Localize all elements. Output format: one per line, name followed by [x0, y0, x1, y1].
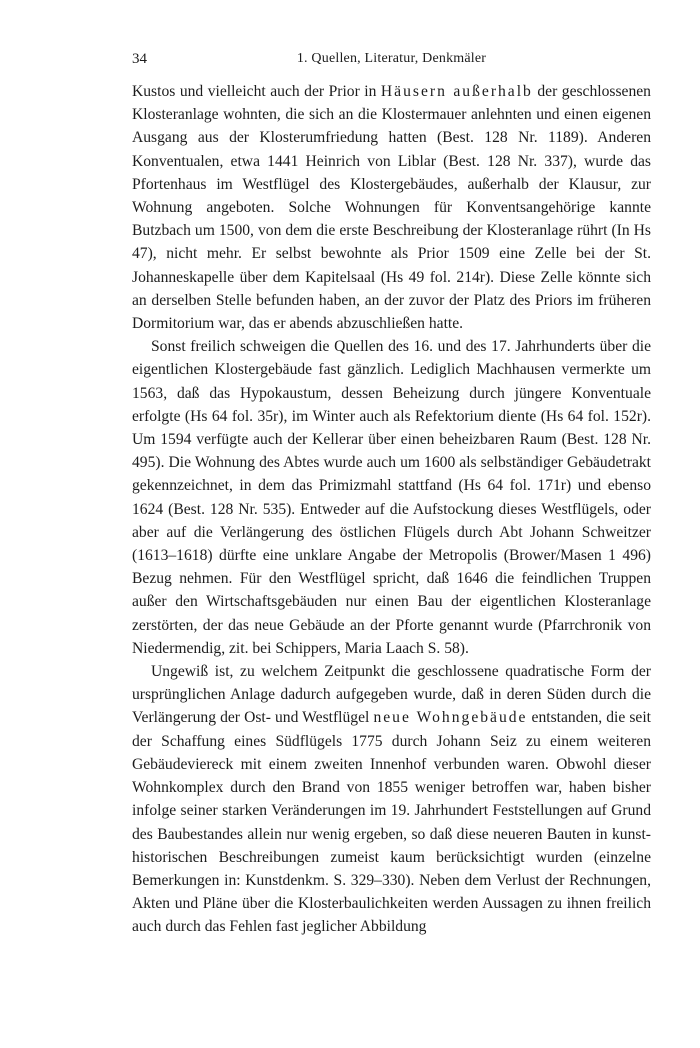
body-text — [132, 80, 651, 939]
paragraph-2 — [132, 335, 651, 660]
spaced-emphasis: Häusern außerhalb — [380, 83, 533, 100]
text-segment: Kustos und vielleicht auch der Prior in — [132, 83, 381, 100]
paragraph-3 — [132, 660, 651, 938]
text-segment: Sonst freilich schweigen die Quellen des 16. und des 17. Jahrhunderts über die eigentlichen Klostergebäude fast gänzlich. Lediglich Machhausen vermerkte um 1563, daß das Hypokaustum, dessen Beheizung durch jüngere Konventuale erfolgte (Hs 64 fol. 35r), im Winter auch als Refektorium diente (Hs 64 fol. 152r). Um 1594 verfügte auch der Kellerar über einen beheizbaren Raum (Best. 128 Nr. 495). Die Wohnung des Abtes wurde auch um 1600 als selbständiger Gebäudetrakt gekennzeichnet, in dem das Primizmahl stattfand (Hs 64 fol. 171r) und ebenso 1624 (Best. 128 Nr. 535). Entweder auf die Aufstockung dieses Westflügels, oder aber auf die Verlängerung des östlichen Flügels durch Abt Johann Schweitzer (1613–1618) dürfte eine unklare Angabe der Metropolis (Brower/Masen 1 496) Bezug nehmen. Für den Westflügel spricht, daß 1646 die feindlichen Truppen außer den Wirtschaftsgebäuden nur einen Bau der eigentlichen Klosteranlage zerstörten, der das neue Gebäude an der Pforte genannt wurde (Pfarrchronik von Niedermendig, zit. bei Schippers, Maria Laach S. 58). — [132, 338, 651, 657]
running-head — [132, 50, 651, 72]
text-segment: entstanden, die seit der Schaffung eines Südflügels 1775 durch Johann Seiz zu einem weiteren Gebäudeviereck mit einem zweiten Innenhof verbunden waren. Obwohl dieser Wohnkomplex durch den Brand von 1855 weniger betroffen war, haben bisher infolge seiner starken Veränderungen im 19. Jahrhundert Feststellungen auf Grund des Baubestandes allein nur wenig ergeben, so daß diese neueren Bauten in kunsthistorischen Beschreibungen zumeist kaum berücksichtigt wurden (einzelne Bemerkungen in: Kunstdenkm. S. 329–330). Neben dem Verlust der Rechnungen, Akten und Pläne über die Klosterbaulichkeiten werden Aussagen zu ihnen freilich auch durch das Fehlen fast jeglicher Abbildung — [132, 709, 652, 936]
running-title: 1. Quellen, Literatur, Denkmäler — [296, 51, 487, 66]
page-number: 34 — [132, 51, 147, 67]
text-segment: der geschlossenen Klosteranlage wohnten, die sich an die Klostermauer anlehnten und einen eigenen Ausgang aus der Klosterumfriedung hatten (Best. 128 Nr. 1189). Anderen Konventualen, etwa 1441 Heinrich von Liblar (Best. 128 Nr. 337), wurde das Pfortenhaus im Westflügel des Klostergebäudes, außerhalb der Klausur, zur Wohnung angeboten. Solche Wohnungen für Konventsangehörige kannte Butzbach um 1500, von dem die erste Beschreibung der Klosteranlage rührt (In Hs 47), nicht mehr. Er selbst bewohnte als Prior 1509 eine Zelle bei der St. Johanneskapelle über dem Kapitelsaal (Hs 49 fol. 214r). Diese Zelle könnte sich an derselben Stelle befunden haben, an der zuvor der Platz des Priors im früheren Dormitorium war, das er abends abzuschließen hatte. — [132, 83, 651, 333]
book-page — [132, 50, 651, 939]
paragraph-1 — [132, 80, 651, 335]
spaced-emphasis: neue Wohngebäude — [373, 709, 528, 727]
text-segment: Ungewiß ist, zu welchem Zeitpunkt die geschlossene quadratische Form der ursprünglichen Anlage dadurch aufgegeben wurde, daß in deren Süden durch die Verlängerung der Ost- und Westflügel — [132, 663, 651, 727]
